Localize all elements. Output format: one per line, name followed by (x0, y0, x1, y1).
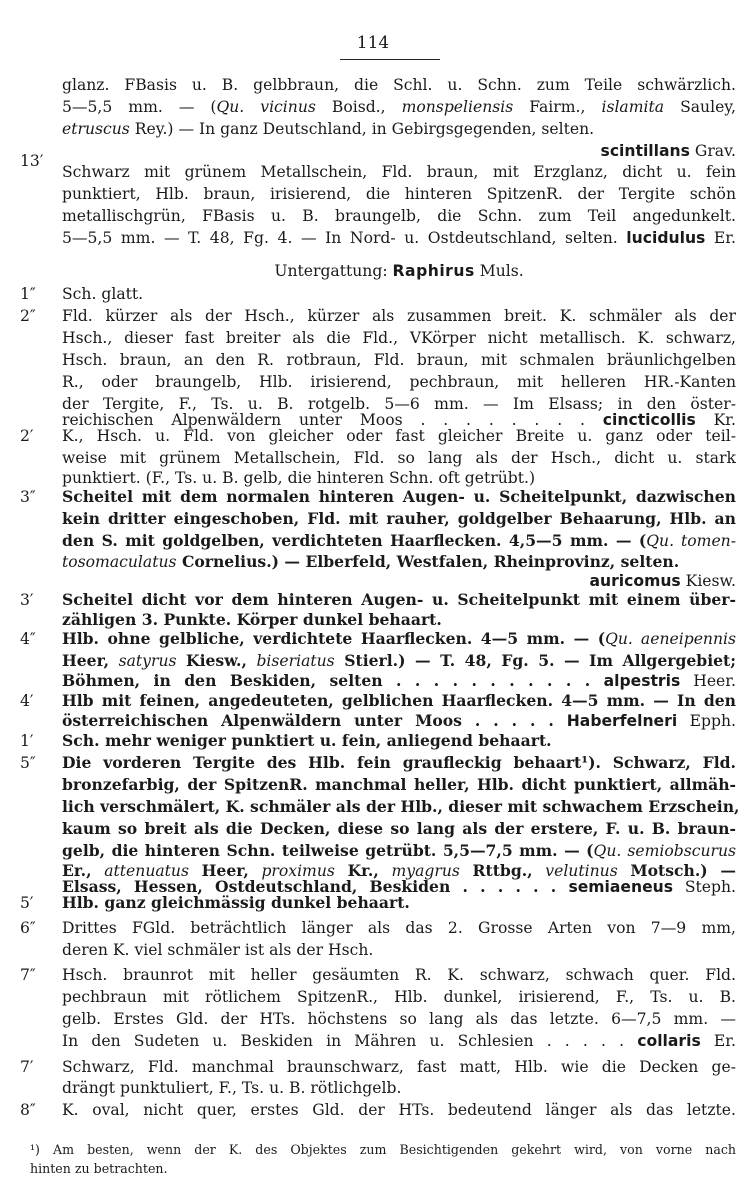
footnote-line: ¹) Am besten, wenn der K. des Objektes zum Besichtigenden gekehrt wird, von vorne nach (30, 1142, 736, 1157)
text-line (62, 892, 736, 914)
text-line (62, 140, 736, 162)
entry-number: 3″ (20, 488, 36, 506)
text-line (62, 161, 736, 183)
text-run: Elsass, Hessen, Ostdeutschland, Beskiden . . . . . . (62, 877, 569, 896)
synonym-text: attenuatus (104, 862, 189, 880)
text-line (62, 425, 736, 447)
entry-number: 1″ (20, 285, 36, 303)
text-run: gelb. Erstes Gld. der HTs. höchstens so lang als das letzte. 6—7,5 mm. — (62, 1010, 736, 1028)
text-run: glanz. FBasis u. B. gelbbraun, die Schl. u. Schn. zum Teile schwärzlich. (62, 76, 736, 94)
text-run: Heer. (680, 672, 736, 690)
text-run: gelb, die hinteren Schn. teilweise getrübt. 5,5—7,5 mm. — ( (62, 841, 594, 860)
text-run: pechbraun mit rötlichem SpitzenR., Hlb. dunkel, irisierend, F., Ts. u. B. (62, 988, 736, 1006)
text-run: Fld. kürzer als der Hsch., kürzer als zusammen breit. K. schmäler als der (62, 307, 736, 325)
entry-number: 7′ (20, 1058, 34, 1076)
text-run: Hlb. ohne gelbliche, verdichtete Haarflecken. 4—5 mm. — ( (62, 629, 606, 648)
text-run: österreichischen Alpenwäldern unter Moos . . . . . (62, 711, 567, 730)
text-line (62, 530, 736, 552)
text-line (62, 730, 736, 752)
text-line (62, 305, 736, 327)
entry-number: 2′ (20, 427, 34, 445)
text-run: Hsch., dieser fast breiter als die Fld., VKörper nicht metallisch. K. schwarz, (62, 329, 736, 347)
entry-number: 6″ (20, 919, 36, 937)
text-run: metallischgrün, FBasis u. B. braungelb, die Schn. zum Teil angedunkelt. (62, 207, 736, 225)
text-line (62, 774, 736, 796)
text-line (62, 670, 736, 692)
text-run: R., oder braungelb, Hlb. irisierend, pechbraun, mit helleren HR.-Kanten (62, 373, 736, 391)
text-line (62, 74, 736, 96)
text-line (62, 327, 736, 349)
text-line (62, 1077, 736, 1099)
text-line (62, 1056, 736, 1078)
text-run: Böhmen, in den Beskiden, selten . . . . . . . . . . . (62, 671, 604, 690)
synonym-text: Qu. tomen- (646, 532, 736, 550)
text-run: K. oval, nicht quer, erstes Gld. der HTs. bedeutend länger als das letzte. (62, 1101, 736, 1119)
entry-number: 8″ (20, 1101, 36, 1119)
text-run: Drittes FGld. beträchtlich länger als das 2. Grosse Arten von 7—9 mm, (62, 919, 736, 937)
text-run: Kr. (695, 411, 736, 429)
text-line (62, 508, 736, 530)
synonym-text: proximus (261, 862, 335, 880)
text-run: Boisd., (315, 98, 402, 116)
text-run: K., Hsch. u. Fld. von gleicher oder fast gleicher Breite u. ganz oder teil- (62, 427, 736, 445)
text-run: drängt punktuliert, F., Ts. u. B. rötlichgelb. (62, 1079, 402, 1097)
text-run: kein dritter eingeschoben, Fld. mit rauher, goldgelber Behaarung, Hlb. an (62, 509, 736, 528)
text-run: reichischen Alpenwäldern unter Moos . . . . . . . . (62, 411, 603, 429)
synonym-text: velutinus (545, 862, 618, 880)
entry-number: 7″ (20, 966, 36, 984)
text-run: 5—5,5 mm. — ( (62, 98, 217, 116)
synonym-text: etruscus (62, 120, 130, 138)
text-run: den S. mit goldgelben, verdichteten Haarflecken. 4,5—5 mm. — ( (62, 531, 647, 550)
text-line (62, 650, 736, 672)
text-run: Hlb mit feinen, angedeuteten, gelblichen Haarflecken. 4—5 mm. — In den (62, 691, 736, 710)
footnote-line: hinten zu betrachten. (30, 1161, 168, 1176)
text-run: Hsch. braun, an den R. rotbraun, Fld. braun, mit schmalen bräunlichgelben (62, 351, 736, 369)
text-run: Kiesw., (176, 651, 257, 670)
entry-number: 5″ (20, 754, 36, 772)
page-number-rule (340, 59, 440, 60)
text-run: kaum so breit als die Decken, diese so lang als der erstere, F. u. B. braun- (62, 819, 736, 838)
text-line (62, 964, 736, 986)
text-run: Sch. glatt. (62, 285, 144, 303)
text-line (62, 818, 736, 840)
text-line (62, 227, 736, 249)
text-run: punktiert. (F., Ts. u. B. gelb, die hinteren Schn. oft getrübt.) (62, 469, 536, 487)
species-name: auricomus (589, 572, 681, 590)
entry-number: 3′ (20, 591, 34, 609)
text-line (62, 371, 736, 393)
text-run: punktiert, Hlb. braun, irisierend, die hinteren SpitzenR. der Tergite schön (62, 185, 736, 203)
text-run: Er. (705, 229, 736, 247)
synonym-text: islamita (601, 98, 665, 116)
species-name: Haberfelneri (566, 712, 678, 730)
text-run: Stierl.) — T. 48, Fg. 5. — Im Allgergebiet; (334, 651, 736, 670)
text-run: deren K. viel schmäler ist als der Hsch. (62, 941, 374, 959)
text-run: Steph. (673, 878, 736, 896)
text-run: Sauley, (664, 98, 736, 116)
species-name: alpestris (603, 672, 681, 690)
text-run: lich verschmälert, K. schmäler als der Hlb., dieser mit schwachem Erzschein, (62, 797, 740, 816)
text-run: In den Sudeten u. Beskiden in Mähren u. Schlesien . . . . . (62, 1032, 638, 1050)
species-name: cincticollis (602, 411, 696, 429)
text-run: bronzefarbig, der SpitzenR. manchmal heller, Hlb. dicht punktiert, allmäh- (62, 775, 736, 794)
text-run: Hsch. braunrot mit heller gesäumten R. K. schwarz, schwach quer. Fld. (62, 966, 736, 984)
text-run: Er. (700, 1032, 736, 1050)
text-run: Fairm., (513, 98, 602, 116)
entry-number: 1′ (20, 732, 34, 750)
text-run: Scheitel mit dem normalen hinteren Augen- u. Scheitelpunkt, dazwischen (62, 487, 736, 506)
text-line (62, 628, 736, 650)
text-line (62, 447, 736, 469)
text-run: Scheitel dicht vor dem hinteren Augen- u. Scheitelpunkt mit einem über- (62, 590, 736, 609)
text-line (62, 1030, 736, 1052)
text-line (62, 752, 736, 774)
text-line (62, 690, 736, 712)
synonym-text: monspeliensis (401, 98, 514, 116)
subgenus-name: Raphirus (392, 262, 475, 280)
text-run: Epph. (677, 712, 736, 730)
text-line (62, 710, 736, 732)
species-name: collaris (637, 1032, 701, 1050)
text-run: 5—5,5 mm. — T. 48, Fg. 4. — In Nord- u. Ostdeutschland, selten. (62, 229, 627, 247)
text-run: zähligen 3. Punkte. Körper dunkel behaart. (62, 610, 442, 629)
text-run: Hlb. ganz gleichmässig dunkel behaart. (62, 893, 410, 912)
synonym-text: biseriatus (256, 652, 335, 670)
species-name: scintillans (600, 142, 690, 160)
text-line (62, 205, 736, 227)
text-run: Sch. mehr weniger punktiert u. fein, anliegend behaart. (62, 731, 552, 750)
text-run: Heer, (188, 861, 262, 880)
text-run: Muls. (474, 262, 524, 280)
text-line (62, 118, 736, 140)
page-number: 114 (356, 33, 390, 53)
text-line (62, 986, 736, 1008)
text-run: weise mit grünem Metallschein, Fld. so lang als der Hsch., dicht u. stark (62, 449, 736, 467)
entry-number: 13′ (20, 152, 44, 170)
text-line (62, 939, 736, 961)
text-run: Heer, (62, 651, 119, 670)
text-run: Grav. (689, 142, 736, 160)
synonym-text: Qu. vicinus (216, 98, 316, 116)
text-run: Cornelius.) — Elberfeld, Westfalen, Rheinprovinz, selten. (176, 552, 680, 571)
synonym-text: myagrus (391, 862, 460, 880)
entry-number: 4″ (20, 630, 36, 648)
text-line (62, 917, 736, 939)
text-run: Kr., (334, 861, 392, 880)
text-line (62, 796, 740, 818)
text-run: Kiesw. (680, 572, 736, 590)
text-run: Motsch.) — (617, 861, 736, 880)
text-run: Schwarz mit grünem Metallschein, Fld. braun, mit Erzglanz, dicht u. fein (62, 163, 736, 181)
text-run: Die vorderen Tergite des Hlb. fein graufleckig behaart¹). Schwarz, Fld. (62, 753, 736, 772)
synonym-text: Qu. aeneipennis (605, 630, 737, 648)
text-line (62, 183, 736, 205)
species-name: semiaeneus (568, 878, 674, 896)
synonym-text: satyrus (118, 652, 177, 670)
entry-number: 5′ (20, 894, 34, 912)
text-line (62, 589, 736, 611)
synonym-text: tosomaculatus (62, 553, 177, 571)
text-line (62, 486, 736, 508)
text-line (62, 349, 736, 371)
entry-number: 2″ (20, 307, 36, 325)
text-line (62, 283, 736, 305)
text-run: der Tergite, F., Ts. u. B. rotgelb. 5—6 mm. — Im Elsass; in den öster- (62, 395, 736, 413)
text-line (62, 96, 736, 118)
text-line (62, 1099, 736, 1121)
text-run: Rey.) — In ganz Deutschland, in Gebirgsgegenden, selten. (129, 120, 595, 138)
entry-number: 4′ (20, 692, 34, 710)
subgenus-heading (62, 260, 736, 282)
synonym-text: Qu. semiobscurus (593, 842, 736, 860)
text-run: Rttbg., (459, 861, 546, 880)
text-line (62, 1008, 736, 1030)
text-line (62, 840, 736, 862)
text-run: Schwarz, Fld. manchmal braunschwarz, fast matt, Hlb. wie die Decken ge- (62, 1058, 736, 1076)
species-name: lucidulus (626, 229, 706, 247)
text-run: Untergattung: (274, 262, 393, 280)
text-run: Er., (62, 861, 105, 880)
